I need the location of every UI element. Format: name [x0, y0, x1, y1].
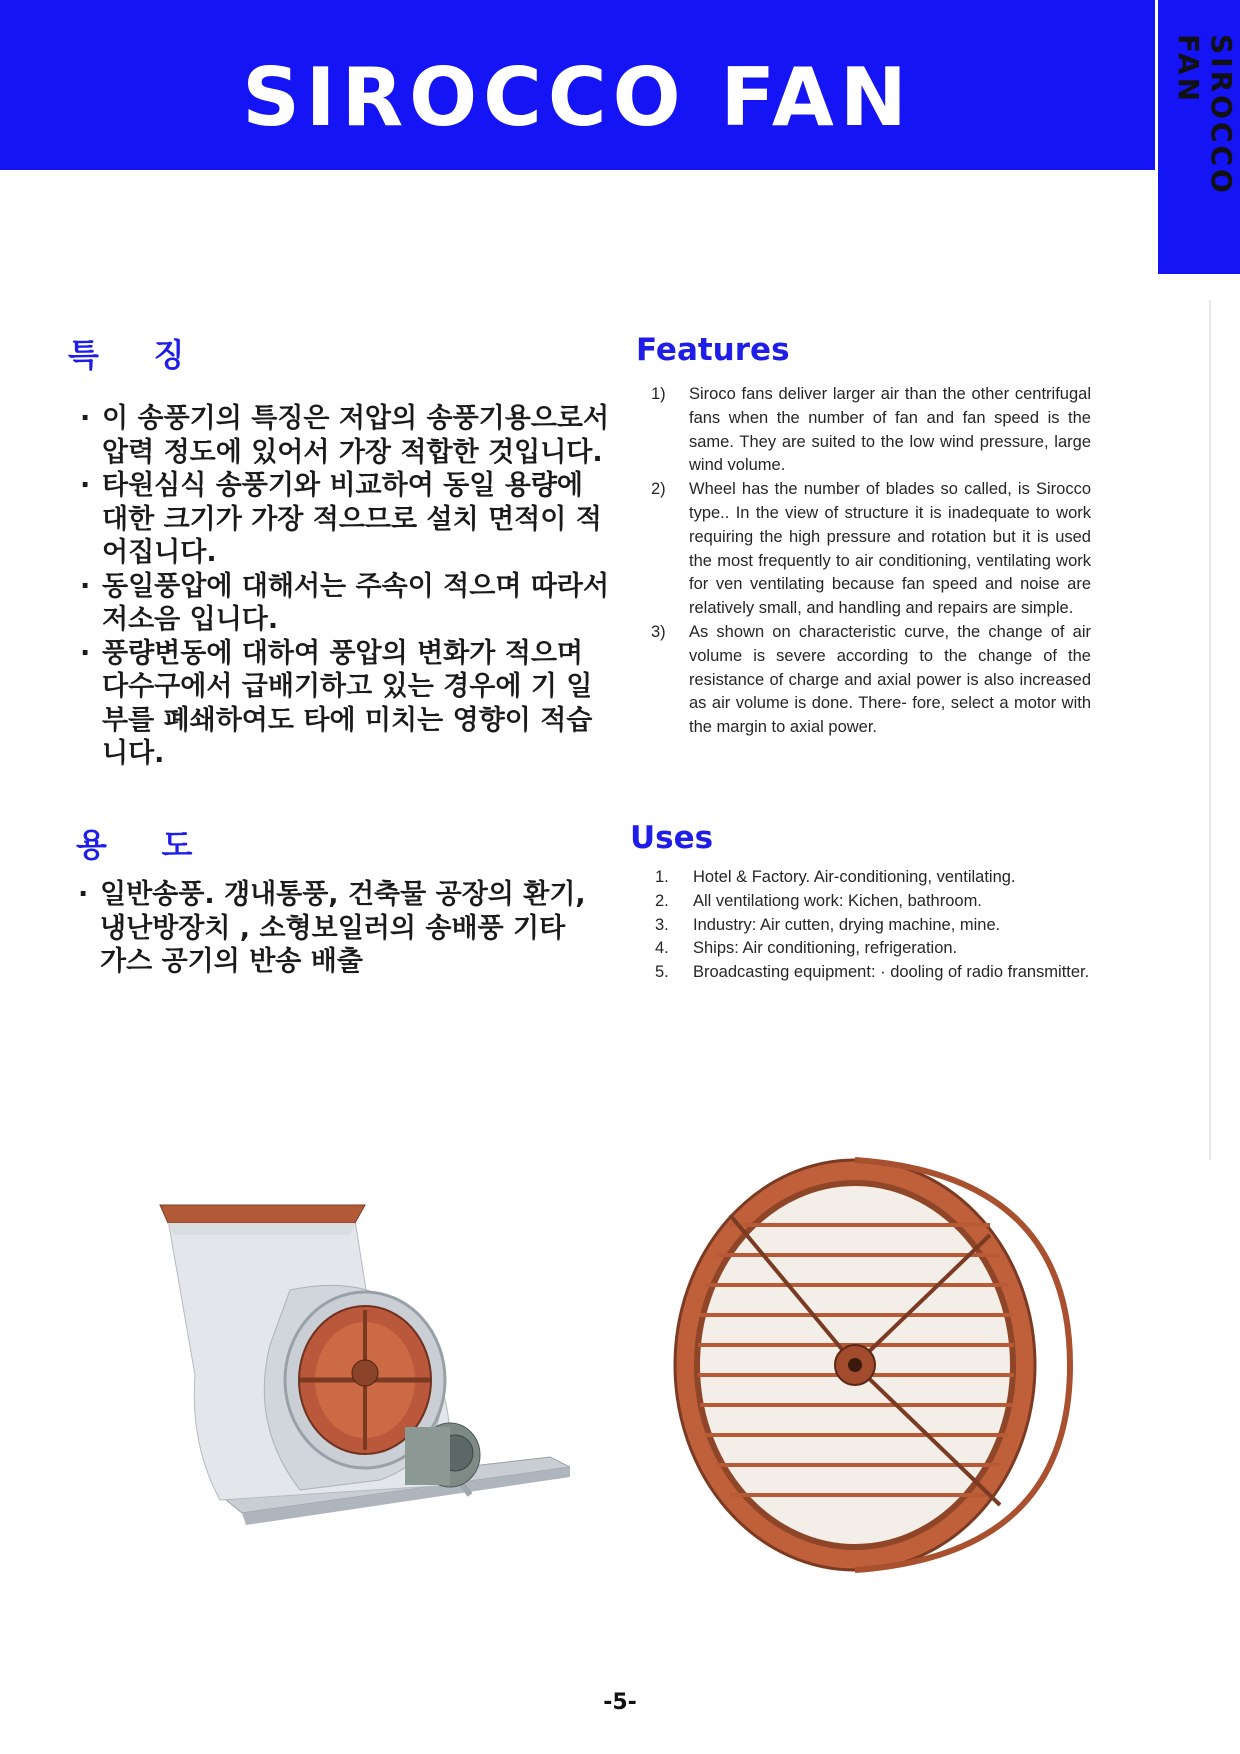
features-en-list [651, 383, 1091, 740]
item-number: 2. [655, 891, 669, 910]
item-number: 1) [651, 385, 666, 403]
uses-en-heading: Uses [630, 820, 714, 856]
features-ko-heading: 특 징 [68, 336, 187, 374]
list-item: · 동일풍압에 대해서는 주속이 적으며 따라서 저소음 입니다. [70, 570, 615, 637]
list-item [655, 961, 1091, 985]
side-tab [1158, 0, 1240, 274]
list-item: · 일반송풍. 갱내통풍, 건축물 공장의 환기, 냉난방장치 , 소형보일러의 송배풍 기타 가스 공기의 반송 배출 [68, 878, 588, 979]
list-item [651, 478, 1091, 621]
item-number: 3) [651, 622, 666, 641]
list-item [655, 890, 1091, 914]
item-text: Wheel has the number of blades so called, is Sirocco type.. In the view of structure it is inadequate to work requiring the high pressure and rotation but it is used the most frequently to air conditioning, ventilating work for ven ventilating because fan speed and noise are relatively small, and handling and repairs are simple. [689, 480, 1091, 618]
item-text: All ventilationg work: Kichen, bathroom. [693, 891, 982, 910]
item-number: 3. [655, 915, 669, 934]
list-item: · 타원심식 송풍기와 비교하여 동일 용량에 대한 크기가 가장 적으므로 설치 면적이 적어집니다. [70, 469, 615, 570]
list-item [655, 866, 1091, 890]
item-number: 2) [651, 480, 666, 499]
item-text: Industry: Air cutten, drying machine, mine. [693, 915, 1001, 934]
item-text: As shown on characteristic curve, the change of air volume is severe according to the change of the resistance of charge and axial power is also increased as air volume is done. There- fore, select a motor with the margin to axial power. [689, 622, 1091, 737]
item-text: Siroco fans deliver larger air than the other centrifugal fans when the number of fan and fan speed is the same. They are suited to the low wind pressure, large wind volume. [689, 385, 1091, 475]
side-tab-label: SIROCCO FAN [1172, 34, 1238, 196]
uses-ko-list [68, 878, 588, 979]
list-item [655, 937, 1091, 961]
features-ko-list [70, 402, 615, 771]
list-item: · 이 송풍기의 특징은 저압의 송풍기용으로서 압력 정도에 있어서 가장 적합한 것입니다. [70, 402, 615, 469]
uses-ko-heading: 용 도 [76, 826, 195, 864]
list-item [651, 383, 1091, 478]
page-title: SIROCCO FAN [242, 51, 913, 144]
item-number: 5. [655, 963, 669, 982]
item-number: 1. [655, 868, 669, 886]
list-item [655, 914, 1091, 938]
title-banner [0, 0, 1155, 170]
item-number: 4. [655, 939, 669, 958]
list-item [651, 621, 1091, 740]
sirocco-impeller-image [670, 1155, 1090, 1575]
item-text: Ships: Air conditioning, refrigeration. [693, 939, 958, 958]
item-text: Hotel & Factory. Air-conditioning, ventilating. [693, 868, 1016, 886]
vertical-rule [1209, 300, 1211, 1160]
list-item: · 풍량변동에 대하여 풍압의 변화가 적으며 다수구에서 급배기하고 있는 경우에 기 일부를 폐쇄하여도 타에 미치는 영향이 적습니다. [70, 637, 615, 771]
features-en-heading: Features [636, 332, 790, 368]
item-text: Broadcasting equipment: · dooling of radio fransmitter. [693, 963, 1090, 982]
page-number: -5- [603, 1690, 637, 1715]
sirocco-fan-unit-image [150, 1195, 570, 1555]
uses-en-list [655, 866, 1091, 985]
